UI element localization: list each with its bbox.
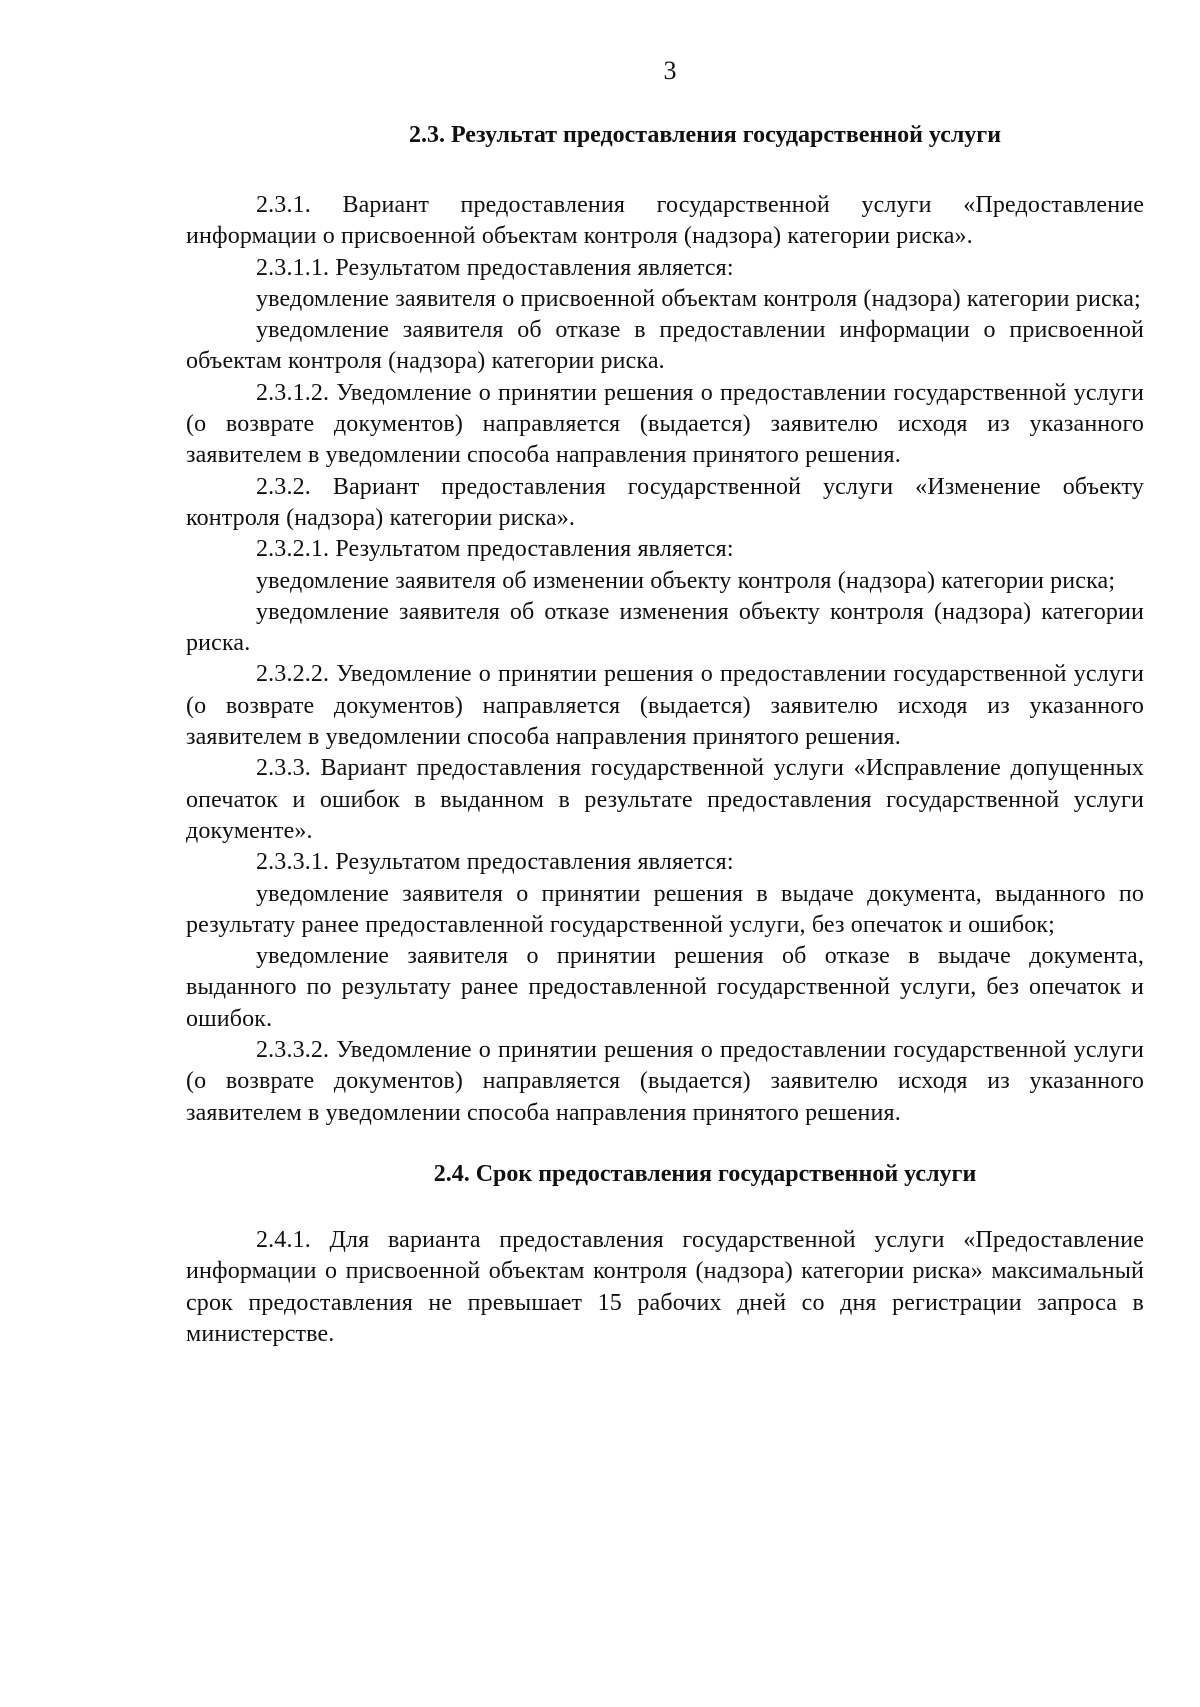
document-body bbox=[186, 118, 1144, 1350]
paragraph-2-3-3-2: 2.3.3.2. Уведомление о принятии решения о предоставлении государственной услуги (о возврате документов) направляется (выдается) заявителю исходя из указанного заявителем в уведомлении способа направления принятого решения. bbox=[186, 1037, 1144, 1126]
paragraph-2-3-2-2: 2.3.2.2. Уведомление о принятии решения о предоставлении государственной услуги (о возврате документов) направляется (выдается) заявителю исходя из указанного заявителем в уведомлении способа направления принятого решения. bbox=[186, 661, 1144, 751]
section-heading-2-3: 2.3. Результат предоставления государственной услуги bbox=[408, 122, 1002, 148]
paragraph-result-item: уведомление заявителя об изменении объекту контроля (надзора) категории риска; bbox=[256, 567, 1116, 594]
paragraph-2-3-3: 2.3.3. Вариант предоставления государственной услуги «Исправление допущенных опечаток и ошибок в выданном в результате предоставления государственной услуги документе». bbox=[186, 755, 1144, 844]
paragraph-result-item: уведомление заявителя о принятии решения об отказе в выдаче документа, выданного по результату ранее предоставленной государственной услуги, без опечаток и ошибок. bbox=[186, 943, 1144, 1032]
paragraph-result-item: уведомление заявителя об отказе изменения объекту контроля (надзора) категории риска. bbox=[186, 598, 1144, 657]
section-heading-2-4: 2.4. Срок предоставления государственной услуги bbox=[433, 1160, 977, 1187]
paragraph-2-3-2-1: 2.3.2.1. Результатом предоставления является: bbox=[256, 536, 734, 563]
paragraph-2-3-1: 2.3.1. Вариант предоставления государственной услуги «Предоставление информации о присвоенной объектам контроля (надзора) категории риска». bbox=[186, 192, 1144, 250]
paragraph-result-item: уведомление заявителя об отказе в предоставлении информации о присвоенной объектам контроля (надзора) категории риска. bbox=[186, 317, 1144, 375]
paragraph-2-3-1-1: 2.3.1.1. Результатом предоставления является: bbox=[256, 254, 734, 281]
paragraph-2-4-1: 2.4.1. Для варианта предоставления государственной услуги «Предоставление информации о присвоенной объектам контроля (надзора) категории риска» максимальный срок предоставления не превышает 15 рабочих дней со дня регистрации запроса в министерстве. bbox=[186, 1226, 1144, 1347]
paragraph-result-item: уведомление заявителя о принятии решения в выдаче документа, выданного по результату ранее предоставленной государственной услуги, без опечаток и ошибок; bbox=[186, 880, 1144, 938]
page-number: 3 bbox=[663, 56, 677, 85]
paragraph-2-3-2: 2.3.2. Вариант предоставления государственной услуги «Изменение объекту контроля (надзора) категории риска». bbox=[186, 473, 1144, 531]
paragraph-2-3-1-2: 2.3.1.2. Уведомление о принятии решения о предоставлении государственной услуги (о возврате документов) направляется (выдается) заявителю исходя из указанного заявителем в уведомлении способа направления принятого решения. bbox=[186, 379, 1144, 469]
paragraph-2-3-3-1: 2.3.3.1. Результатом предоставления является: bbox=[256, 849, 734, 876]
paragraph-result-item: уведомление заявителя о присвоенной объектам контроля (надзора) категории риска; bbox=[256, 285, 1141, 312]
